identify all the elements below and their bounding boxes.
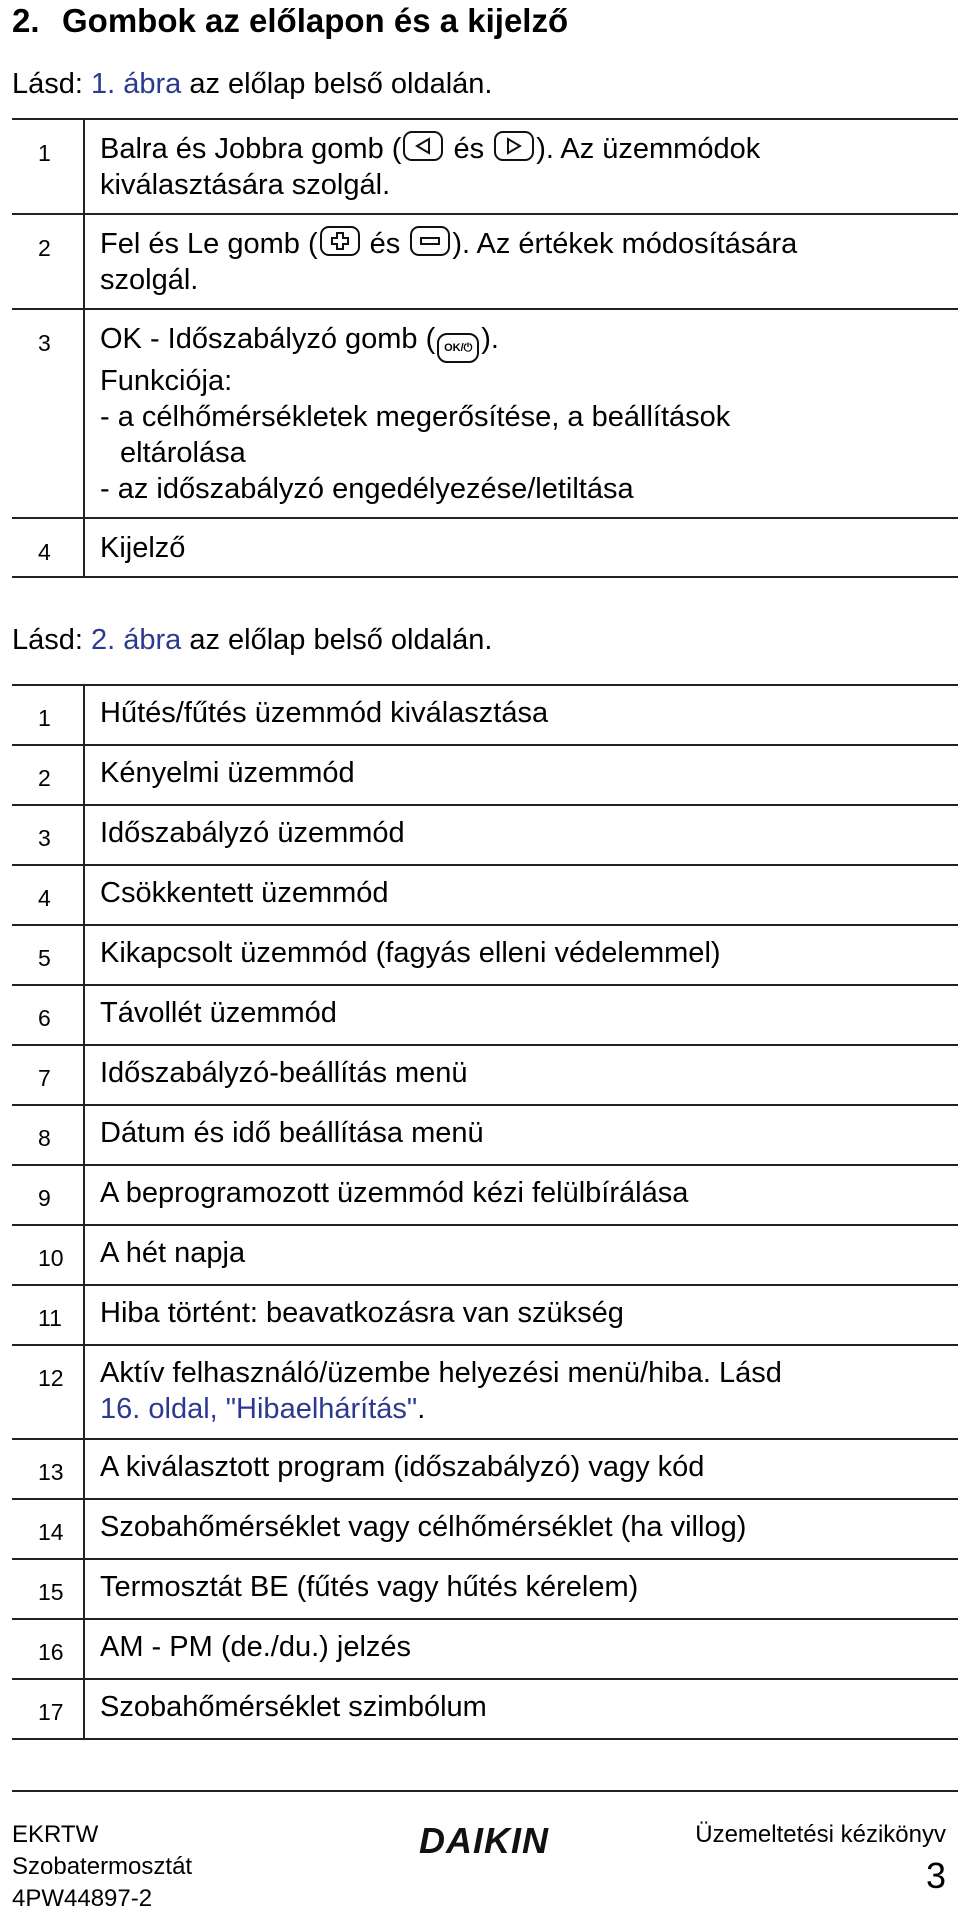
row-number: 16 (12, 1619, 84, 1679)
row-text-part: eltárolása (120, 437, 246, 469)
row-text: A kiválasztott program (időszabályzó) vagy kód (84, 1439, 958, 1499)
table-row (12, 119, 958, 214)
table-row (12, 1499, 958, 1559)
footer-code: 4PW44897-2 (12, 1885, 153, 1912)
right-arrow-button-icon (494, 131, 534, 161)
row-number: 14 (12, 1499, 84, 1559)
ok-timer-button-icon: OK/⏻ (437, 333, 479, 363)
row-number: 12 (12, 1345, 84, 1439)
row-text (84, 214, 958, 309)
table-row (12, 1225, 958, 1285)
figure-2-link[interactable]: 2. ábra (91, 624, 182, 656)
row-text: Időszabályzó üzemmód (84, 805, 958, 865)
row-number: 11 (12, 1285, 84, 1345)
table-row (12, 985, 958, 1045)
row-text: Kikapcsolt üzemmód (fagyás elleni védelemmel) (84, 925, 958, 985)
row-text-part: - az időszabályzó engedélyezése/letiltása (100, 473, 634, 505)
footer-manual: Üzemeltetési kézikönyv (695, 1821, 946, 1848)
table-row (12, 518, 958, 577)
row-text: Szobahőmérséklet vagy célhőmérséklet (ha villog) (84, 1499, 958, 1559)
see-suffix: az előlap belső oldalán. (181, 68, 493, 100)
row-number: 4 (12, 865, 84, 925)
table-row (12, 865, 958, 925)
troubleshooting-link[interactable]: 16. oldal, "Hibaelhárítás" (100, 1393, 418, 1425)
page-number: 3 (925, 1855, 946, 1896)
plus-button-icon (320, 226, 360, 256)
row-number: 4 (12, 518, 84, 577)
row-text: A hét napja (84, 1225, 958, 1285)
row-text: Kijelző (84, 518, 958, 577)
table-row (12, 309, 958, 518)
row-text-part: Aktív felhasználó/üzembe helyezési menü/hiba. Lásd (100, 1357, 782, 1389)
row-number: 10 (12, 1225, 84, 1285)
table-row (12, 1679, 958, 1739)
section-title: Gombok az előlapon és a kijelző (62, 2, 569, 39)
table-row (12, 1285, 958, 1345)
see-figure-1 (12, 66, 492, 102)
row-text (84, 1345, 958, 1439)
section-heading (12, 0, 568, 42)
section-number: 2. (12, 2, 40, 39)
see-prefix: Lásd: (12, 624, 91, 656)
row-number: 8 (12, 1105, 84, 1165)
row-text: Időszabályzó-beállítás menü (84, 1045, 958, 1105)
row-text: Szobahőmérséklet szimbólum (84, 1679, 958, 1739)
table-row (12, 1559, 958, 1619)
table-row (12, 1439, 958, 1499)
row-number: 7 (12, 1045, 84, 1105)
row-text-part: és (445, 133, 493, 165)
see-suffix: az előlap belső oldalán. (181, 624, 493, 656)
buttons-table (12, 118, 958, 578)
row-text: Távollét üzemmód (84, 985, 958, 1045)
row-text: Hiba történt: beavatkozásra van szükség (84, 1285, 958, 1345)
minus-button-icon (410, 226, 450, 256)
row-text-part: Balra és Jobbra gomb ( (100, 133, 402, 165)
row-text: Kényelmi üzemmód (84, 745, 958, 805)
row-text-part: ). (481, 323, 499, 355)
row-text-part: - a célhőmérsékletek megerősítése, a beállítások (100, 401, 731, 433)
row-number: 6 (12, 985, 84, 1045)
row-number: 15 (12, 1559, 84, 1619)
row-text-part: Fel és Le gomb ( (100, 228, 318, 260)
row-text: Hűtés/fűtés üzemmód kiválasztása (84, 685, 958, 745)
table-row (12, 214, 958, 309)
row-number: 1 (12, 685, 84, 745)
row-number: 17 (12, 1679, 84, 1739)
row-text-part: ). Az értékek módosítására (452, 228, 798, 260)
row-text: A beprogramozott üzemmód kézi felülbírálása (84, 1165, 958, 1225)
footer-product: Szobatermosztát (12, 1853, 193, 1880)
row-text-part: OK - Időszabályzó gomb ( (100, 323, 436, 355)
row-text-part: szolgál. (100, 264, 199, 296)
table-row (12, 1105, 958, 1165)
row-text: AM - PM (de./du.) jelzés (84, 1619, 958, 1679)
see-prefix: Lásd: (12, 68, 91, 100)
row-text: Termosztát BE (fűtés vagy hűtés kérelem) (84, 1559, 958, 1619)
footer-divider (12, 1790, 958, 1792)
row-text-part: . (417, 1393, 426, 1425)
left-arrow-button-icon (403, 131, 443, 161)
row-number: 3 (12, 805, 84, 865)
see-figure-2 (12, 622, 492, 658)
footer-model: EKRTW (12, 1821, 99, 1848)
row-number: 9 (12, 1165, 84, 1225)
table-row (12, 1619, 958, 1679)
display-table (12, 684, 958, 1740)
row-number: 5 (12, 925, 84, 985)
table-row (12, 805, 958, 865)
row-text: Dátum és idő beállítása menü (84, 1105, 958, 1165)
row-text-part: ). Az üzemmódok (536, 133, 761, 165)
row-number: 1 (12, 119, 84, 214)
row-text: Csökkentett üzemmód (84, 865, 958, 925)
daikin-logo-text: DAIKIN (419, 1820, 549, 1860)
table-row (12, 1345, 958, 1439)
row-number: 13 (12, 1439, 84, 1499)
table-row (12, 745, 958, 805)
table-row (12, 1045, 958, 1105)
row-text (84, 119, 958, 214)
row-number: 2 (12, 214, 84, 309)
row-text (84, 309, 958, 518)
figure-1-link[interactable]: 1. ábra (91, 68, 182, 100)
table-row (12, 1165, 958, 1225)
row-number: 2 (12, 745, 84, 805)
row-text-part: kiválasztására szolgál. (100, 169, 391, 201)
row-text-part: és (361, 228, 409, 260)
row-text-part: Funkciója: (100, 365, 233, 397)
table-row (12, 925, 958, 985)
table-row (12, 685, 958, 745)
row-number: 3 (12, 309, 84, 518)
